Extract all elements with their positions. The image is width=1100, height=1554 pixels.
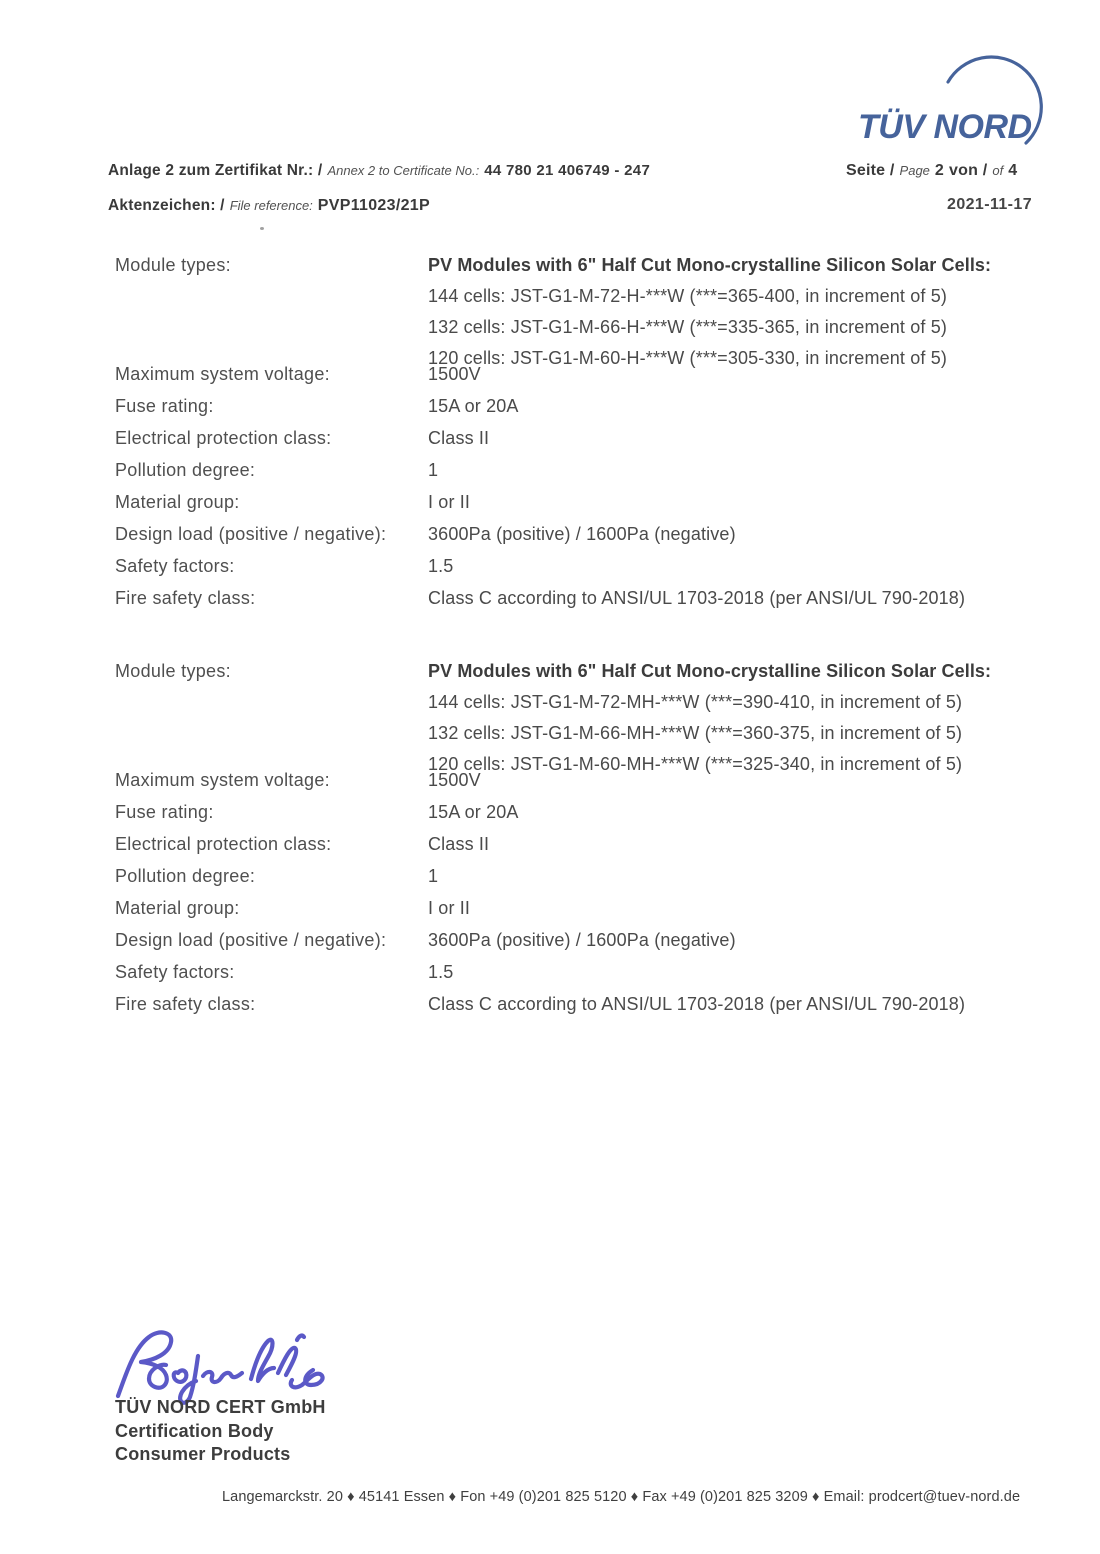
issue-date: 2021-11-17 (947, 196, 1032, 213)
spec-label: Maximum system voltage: (115, 770, 330, 790)
spec-rows (115, 770, 1035, 1026)
spec-label: Pollution degree: (115, 866, 256, 886)
spec-row (115, 866, 1035, 898)
module-line: 120 cells: JST-G1-M-60-MH-***W (***=325-340, in increment of 5) (428, 754, 963, 774)
page-indicator (846, 162, 1017, 180)
spec-value: 15A or 20A (428, 802, 519, 822)
module-types-row (115, 656, 1035, 780)
module-types-label: Module types: (115, 661, 231, 681)
spec-label: Fuse rating: (115, 802, 214, 822)
spec-value: 1 (428, 460, 439, 480)
spec-row (115, 428, 1035, 460)
file-label-en: File reference: (229, 198, 313, 213)
file-label-de: Aktenzeichen: / (108, 197, 225, 214)
page-of-en: of (992, 163, 1004, 178)
spec-value: 3600Pa (positive) / 1600Pa (negative) (428, 524, 736, 544)
spec-value: 1.5 (428, 556, 454, 576)
spec-row (115, 396, 1035, 428)
spec-label: Pollution degree: (115, 460, 256, 480)
tuv-nord-logo (838, 46, 1100, 178)
spec-label: Fire safety class: (115, 588, 256, 608)
signer-company: TÜV NORD CERT GmbH (115, 1397, 326, 1417)
spec-block-2 (115, 656, 1035, 1028)
spec-value: I or II (428, 492, 471, 512)
spec-value: 1 (428, 866, 439, 886)
module-types-value (428, 250, 991, 374)
spec-row (115, 556, 1035, 588)
page-number: 2 (934, 162, 945, 179)
spec-value: 1500V (428, 770, 481, 790)
logo-text: TÜV NORD (858, 108, 1032, 146)
signer-department: Consumer Products (115, 1444, 291, 1464)
spec-label: Electrical protection class: (115, 834, 332, 854)
spec-label: Electrical protection class: (115, 428, 332, 448)
page-label-en: Page (899, 163, 930, 178)
spec-label: Maximum system voltage: (115, 364, 330, 384)
spec-row (115, 364, 1035, 396)
spec-value: 3600Pa (positive) / 1600Pa (negative) (428, 930, 736, 950)
spec-value: Class C according to ANSI/UL 1703-2018 (per ANSI/UL 790-2018) (428, 994, 966, 1014)
certificate-number: 44 780 21 406749 - 247 (484, 162, 651, 179)
spec-row (115, 834, 1035, 866)
spec-value: 15A or 20A (428, 396, 519, 416)
spec-row (115, 994, 1035, 1026)
page-total: 4 (1008, 162, 1018, 179)
module-types-title: PV Modules with 6" Half Cut Mono-crystalline Silicon Solar Cells: (428, 661, 992, 681)
spec-row (115, 770, 1035, 802)
module-line: 120 cells: JST-G1-M-60-H-***W (***=305-330, in increment of 5) (428, 348, 947, 368)
scan-artifact-dot (260, 227, 264, 230)
file-reference-number: PVP11023/21P (317, 197, 430, 214)
module-line: 144 cells: JST-G1-M-72-MH-***W (***=390-410, in increment of 5) (428, 692, 963, 712)
page-label-de: Seite / (846, 162, 895, 179)
spec-label: Fire safety class: (115, 994, 256, 1014)
spec-label: Fuse rating: (115, 396, 214, 416)
spec-value: 1.5 (428, 962, 454, 982)
spec-label: Material group: (115, 898, 240, 918)
annex-label-en: Annex 2 to Certificate No.: (327, 163, 480, 178)
spec-value: Class II (428, 834, 490, 854)
spec-label: Safety factors: (115, 962, 235, 982)
spec-label: Design load (positive / negative): (115, 930, 387, 950)
annex-line (108, 162, 650, 180)
module-types-label: Module types: (115, 255, 231, 275)
spec-label: Material group: (115, 492, 240, 512)
spec-rows (115, 364, 1035, 620)
spec-row (115, 962, 1035, 994)
spec-row (115, 802, 1035, 834)
signature-strokes (118, 1332, 323, 1402)
file-reference-line (108, 197, 430, 215)
spec-value: Class II (428, 428, 490, 448)
spec-row (115, 524, 1035, 556)
signer-block (115, 1396, 326, 1467)
spec-label: Safety factors: (115, 556, 235, 576)
spec-row (115, 930, 1035, 962)
spec-row (115, 898, 1035, 930)
module-types-row (115, 250, 1035, 374)
signer-body: Certification Body (115, 1420, 274, 1441)
spec-row (115, 460, 1035, 492)
spec-row (115, 492, 1035, 524)
module-line: 132 cells: JST-G1-M-66-H-***W (***=335-365, in increment of 5) (428, 317, 947, 337)
spec-value: I or II (428, 898, 471, 918)
spec-row (115, 588, 1035, 620)
module-line: 144 cells: JST-G1-M-72-H-***W (***=365-400, in increment of 5) (428, 286, 947, 306)
page-von-de: von / (949, 162, 988, 179)
module-types-title: PV Modules with 6" Half Cut Mono-crystalline Silicon Solar Cells: (428, 255, 992, 275)
module-types-value (428, 656, 991, 780)
spec-label: Design load (positive / negative): (115, 524, 387, 544)
footer-address: Langemarckstr. 20 ♦ 45141 Essen ♦ Fon +49 (0)201 825 5120 ♦ Fax +49 (0)201 825 3209 ♦ Email: prodcert@tuev-nord.de (222, 1489, 1021, 1505)
spec-value: Class C according to ANSI/UL 1703-2018 (per ANSI/UL 790-2018) (428, 588, 966, 608)
spec-value: 1500V (428, 364, 481, 384)
spec-block-1 (115, 250, 1035, 622)
module-line: 132 cells: JST-G1-M-66-MH-***W (***=360-375, in increment of 5) (428, 723, 963, 743)
annex-label-de: Anlage 2 zum Zertifikat Nr.: / (108, 162, 323, 179)
